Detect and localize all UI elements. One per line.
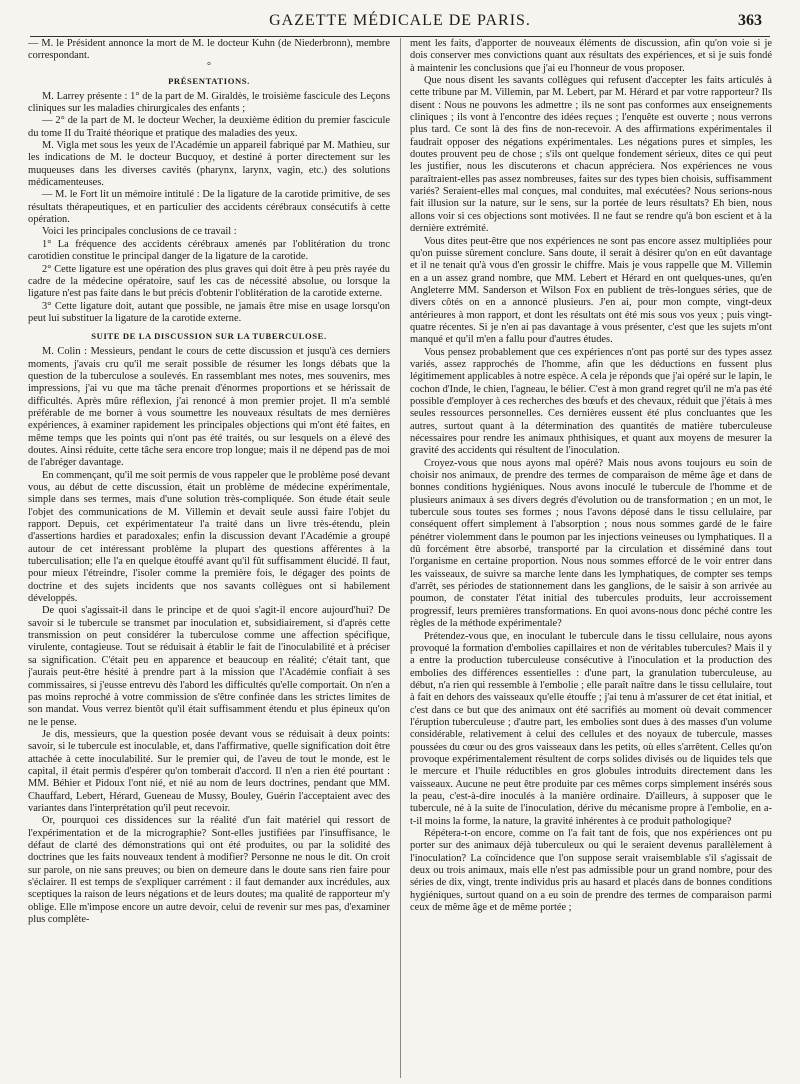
paragraph: Répétera-t-on encore, comme on l'a fait tant de fois, que nos expériences ont pu porter sur des animaux déjà tuberculeux ou qui le seraient devenus parallèlement à l'inoculation? La coïncidence que l'on suppose serait vraisemblable s'il s'agissait de deux ou trois animaux, mais elle n'est pas admissible pour un grand nombre, pour des séries de dix, vingt, trente individus pris au hasard et placés dans de bonnes conditions hygiéniques, surtout quand on a eu soin de prendre des termes de comparaison parmi ceux de même âge et de même portée ;: [410, 828, 772, 914]
paragraph: — M. le Président annonce la mort de M. le docteur Kuhn (de Niederbronn), membre correspondant.: [28, 38, 390, 62]
small-mark: °: [207, 60, 211, 72]
paragraph: M. Vigla met sous les yeux de l'Académie un appareil fabriqué par M. Mathieu, sur les indications de M. le docteur Bucquoy, et destiné à porter directement sur les muqueuses dans les diverses cavités (pharynx, larynx, vagin, etc.) des solutions médicamenteuses.: [28, 140, 390, 189]
paragraph: M. Larrey présente : 1° de la part de M. Giraldès, le troisième fascicule des Leçons cliniques sur les maladies chirurgicales des enfants ;: [28, 90, 390, 115]
paragraph: 2° Cette ligature est une opération des plus graves qui doit être à peu près rayée du cadre de la médecine opératoire, sauf les cas de nécessité absolue, ou lorsque la ligature n'est pas faite dans le but précis d'obtenir l'oblitération de la carotide externe.: [28, 263, 390, 300]
page-header: [30, 10, 770, 37]
section-heading-presentations: PRÉSENTATIONS.: [168, 75, 250, 86]
left-column: [28, 38, 390, 1078]
paragraph: 3° Cette ligature doit, autant que possible, ne jamais être mise en usage lorsqu'on peut lui substituer la ligature de la carotide externe.: [28, 300, 390, 324]
page-number: 363: [738, 12, 762, 29]
paragraph: Vous pensez probablement que ces expériences n'ont pas porté sur des types assez variés, assez rapprochés de l'homme, afin que les déductions en fussent plus légitimement applicables à notre espèce. A cela je réponds que j'ai opéré sur le lapin, le cochon d'Inde, le chien, l'agneau, le bélier. C'est à mon grand regret qu'il ne m'a pas été possible d'employer à ces recherches des bœufs et des chevaux, réduit que j'étais à mes seules ressources personnelles. Ces dernières eussent été plus concluantes que les autres, surtout quant à la détermination des quantités de matière tuberculeuse nécessaires pour rendre les animaux phthisiques, et quant aux moyens de mesurer la gravité des accidents qui résultent de l'inoculation.: [410, 346, 772, 457]
journal-title: GAZETTE MÉDICALE DE PARIS.: [269, 12, 531, 29]
paragraph: Or, pourquoi ces dissidences sur la réalité d'un fait matériel qui ressort de l'expérimentation et de la micrographie? Sont-elles justifiées par l'insuffisance, le défaut de clarté des démonstrations qui ont été produites, ou par la solidité des doctrines que les faits nouveaux tendent à modifier? Personne ne nous le dit. On croit sur parole, on nie sans preuves; ou bien on demeure dans le doute sans rien faire pour s'éclairer. Il est temps de s'expliquer carrément : il faut demander aux incrédules, aux sceptiques la raison de leurs négations et de leurs doutes; ma qualité de rapporteur m'y oblige. Elle m'impose encore un autre devoir, celui de revenir sur mes pas, d'examiner plus complète-: [28, 815, 390, 926]
paragraph: Prétendez-vous que, en inoculant le tubercule dans le tissu cellulaire, nous ayons provoqué la formation d'embolies capillaires et non de véritables tubercules? Mais il y a entre la production tuberculeuse consécutive à l'inoculation et la production des embolies des différences essentielles : d'une part, la granulation tuberculeuse, au début, n'a rien qui ressemble à l'embolie ; elle paraît naître dans le tissu cellulaire, tout à fait en dehors des vaisseaux qu'elle étouffe ; j'ai tenu à m'assurer de cet état initial, et c'est dans ce but que des animaux ont été sacrifiés au moment où devait commencer l'éruption tuberculeuse ; d'autre part, les embolies sont dues à des masses d'un volume considérable, relativement à celui des cellules et des noyaux de tubercule, masses poussées du cœur ou des gros vaisseaux dans les petits, où elles s'arrêtent. Celles qu'on provoque expérimentalement résultent de corps solides divisés ou de liquides tels que le mercure et l'huile réductibles en gros globules introduits directement dans les vaisseaux. Aucune ne peut être produite par ces mêmes corps simplement insérés sous la peau, c'est-à-dire inoculés à la manière ordinaire. D'ailleurs, à supposer que le tubercule, né à la suite de l'inoculation, dérive du mécanisme propre à l'embolie, en a-t-il moins la forme, la nature, la gravité inhérentes à ce produit pathologique?: [410, 630, 772, 827]
paragraph: Voici les principales conclusions de ce travail :: [42, 226, 237, 238]
paragraph: Croyez-vous que nous ayons mal opéré? Mais nous avons toujours eu soin de choisir nos animaux, de prendre des termes de comparaison de même âge et dans de bonnes conditions hygiéniques. Nous avons inoculé le tubercule de l'homme et de plusieurs animaux à ses divers degrés d'évolution ou de transformation ; en un mot, le tubercule sous toutes ses formes ; nous l'avons déposé dans le tissu cellulaire, par conséquent offert simplement à l'absorption ; nous nous sommes gardé de le faire pénétrer violemment dans le poumon par les injections veineuses ou lymphatiques. Il a dû forcément être absorbé, transporté par la circulation et disséminé dans tout l'organisme en certaine proportion. Nous nous sommes efforcé de le voir entrer dans les vaisseaux, de suivre sa marche lente dans les lymphatiques, de compter ses temps d'arrêt, ses périodes de stationnement dans les ganglions, de le saisir à son arrivée au poumon, de constater l'état initial des tubercules produits, leur accroissement progressif, leurs premières transformations. En quoi avons-nous donc péché contre les règles de la méthode expérimentale?: [410, 457, 772, 630]
section-heading-discussion: SUITE DE LA DISCUSSION SUR LA TUBERCULOSE.: [91, 331, 327, 342]
text-columns: [28, 38, 772, 1078]
paragraph: ment les faits, d'apporter de nouveaux éléments de discussion, afin qu'on voie si je dois conserver mes convictions quant aux résultats des expériences, et si je suis fondé à maintenir les conclusions que j'ai eu l'honneur de vous proposer.: [410, 38, 772, 74]
paragraph: 1° La fréquence des accidents cérébraux amenés par l'oblitération du tronc carotidien constitue le principal danger de la ligature de la carotide.: [28, 238, 390, 263]
paragraph: Que nous disent les savants collègues qui refusent d'accepter les faits articulés à cette tribune par M. Villemin, par M. Lebert, par M. Hérard et par votre rapporteur? Ils disent : Nous ne pouvons les admettre ; ils ne sont pas conformes aux enseignements cliniques ; ils vont à l'encontre des idées reçues ; l'enquête est ouverte ; nous verrons plus tard. Ce sont là des fins de non-recevoir. A des affirmations expérimentales il faudrait opposer des négations expérimentales. Les négations pures et simples, les doutes prouvent peu de chose ; s'ils ont quelque fondement sérieux, dites ce qui peut les justifier, nous les discuterons et chacun appréciera. Nos expériences ne vous paraîtraient-elles pas assez nombreuses, faites sur des types bien choisis, suffisamment variés? Seraient-elles mal conçues, mal conduites, mal exécutées? Nous serions-nous fait illusion sur la nature, sur le sens, sur la portée de leurs résultats? Eh bien, nous allons voir si ces objections sont motivées. Il ne faut se rendre qu'à bon escient et à la dernière extrémité.: [410, 75, 772, 235]
paragraph: En commençant, qu'il me soit permis de vous rappeler que le problème posé devant vous, au début de cette discussion, était un problème de médecine expérimentale, simple dans ses termes, mais d'une solution très-compliquée. Son étude était seule l'objet des communications de M. Villemin et devait seule aussi faire l'objet du rapport. Depuis, cet expérimentateur l'a traité dans un livre très-étendu, plein d'assertions hardies et paradoxales; enfin la discussion devant l'Académie a groupé autour de cet intéressant problème la plupart des questions afférentes à la tuberculisation; elle l'a en quelque étouffé avant qu'il fût suffisamment élucidé. Il faut, pour mieux l'étreindre, l'isoler comme la première fois, le dégager des points de doctrine et des sujets incidents que nos savants collègues ont si habilement développés.: [28, 469, 390, 605]
paragraph: Vous dites peut-être que nos expériences ne sont pas encore assez multipliées pour qu'on puisse sûrement conclure. Sans doute, il serait à désirer qu'on en eût davantage et il ne tenait qu'à vous d'en grossir le chiffre. Mais je vous rappelle que M. Villemin en a un assez grand nombre, que MM. Lebert et Hérard en ont quelques-unes, qu'en Angleterre MM. Sanderson et Wilson Fox en publient de très-longues séries, que de divers côtés on en a annoncé plusieurs. J'en ai, pour mon compte, vingt-deux antérieures à mon rapport, et dont les résultats ont été mis sous vos yeux ; puis vingt-quatre récentes. Si je n'en ai pas davantage à vous présenter, c'est que les sujets m'ont manqué et qu'il m'en a fallu pour d'autres études.: [410, 235, 772, 346]
paragraph: — 2° de la part de M. le docteur Wecher, la deuxième édition du premier fascicule du tome II du Traité théorique et pratique des maladies des yeux.: [28, 115, 390, 139]
paragraph: M. Colin : Messieurs, pendant le cours de cette discussion et jusqu'à ces derniers moments, j'avais cru qu'il me serait possible de résumer les longs débats que la question de la tuberculose a soulevés. En rassemblant mes notes, mes souvenirs, mes impressions, j'ai vu que ma tâche prenait d'énormes proportions et se hérissait de difficultés. Après mûre réflexion, j'ai renoncé à mon premier projet. Il m'a semblé préférable de me borner à vous soumettre les nouveaux résultats de mes dernières expériences, à examiner rapidement les principales objections qui m'ont été faites, en même temps que les points qui n'ont pas été traités, ou sur lesquels on a élevé des doutes. Ainsi réduite, cette tâche sera encore trop longue; mais il ne dépend pas de moi de l'abréger davantage.: [28, 346, 390, 469]
paragraph: — M. le Fort lit un mémoire intitulé : De la ligature de la carotide primitive, de ses résultats thérapeutiques, et en particulier des accidents cérébraux consécutifs à cette opération.: [28, 189, 390, 226]
paragraph: De quoi s'agissait-il dans le principe et de quoi s'agit-il encore aujourd'hui? De savoir si le tubercule se transmet par inoculation et, subsidiairement, si d'après cette transmission on peut considérer la tuberculose comme une affection spécifique, virulente, contagieuse. Tout se réduisait à établir le fait de l'inoculabilité et à préciser sa signification. C'était peu en apparence et beaucoup en réalité; c'était tant, que j'aurais peut-être hésité à prendre part à la mission que l'Académie confiait à ses commissaires, si j'eusse entrevu dès l'abord les difficultés qu'elle comportait. On n'en a pas moins reproché à votre commission de s'être confinée dans les strictes limites de son mandat. Vous verrez bientôt qu'il était suffisamment étendu et plus épineux qu'on ne le pense.: [28, 605, 390, 728]
right-column: [400, 38, 772, 1078]
paragraph: Je dis, messieurs, que la question posée devant vous se réduisait à deux points: savoir, si le tubercule est inoculable, et, dans l'affirmative, quelle signification doit être attachée à cette inoculabilité. Sur le premier qui, de l'aveu de tout le monde, est le capital, il était permis d'espérer qu'on tomberait d'accord. Il n'en a rien été pourtant : MM. Béhier et Pidoux l'ont nié, et nié au nom de leurs doctrines, pendant que MM. Chauffard, Lebert, Hérard, Gueneau de Mussy, Bouley, Guérin l'acceptaient avec des variantes dans l'interprétation qu'il peut recevoir.: [28, 728, 390, 814]
